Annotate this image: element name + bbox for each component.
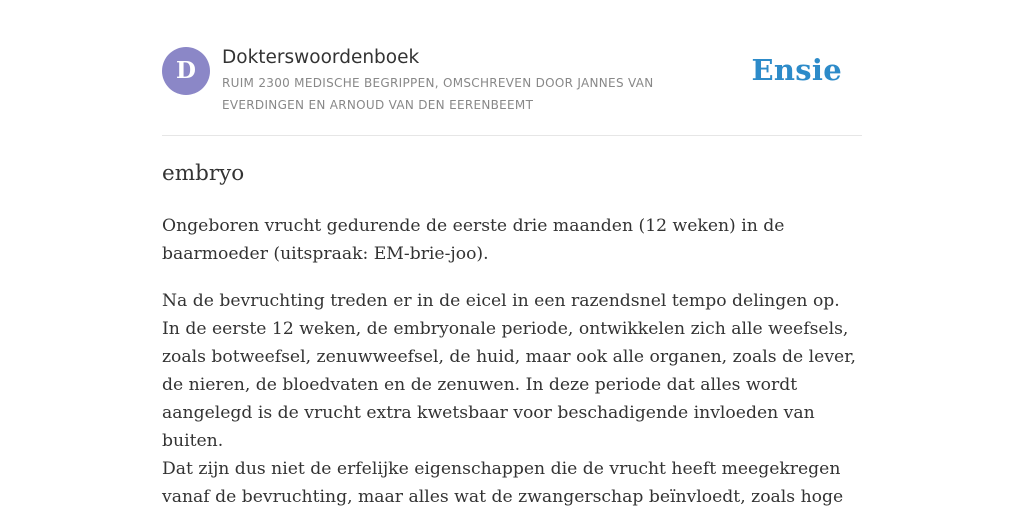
entry-paragraph: Dat zijn dus niet de erfelijke eigenschappen die de vrucht heeft meegekregen vanaf de bevruchting, maar alles wat de zwangerschap beïnvloedt, zoals hoge <box>162 459 844 507</box>
page-container <box>162 0 862 507</box>
entry-definition: Ongeboren vrucht gedurende de eerste drie maanden (12 weken) in de baarmoeder (uitspraak: EM-brie-joo). <box>162 216 785 264</box>
ensie-logo-link[interactable]: Ensie <box>751 53 842 87</box>
dictionary-avatar[interactable]: D <box>162 47 210 95</box>
dictionary-header <box>162 0 862 136</box>
dictionary-title-link[interactable]: Dokterswoordenboek <box>222 47 420 68</box>
entry-paragraph: Na de bevruchting treden er in de eicel in een razendsnel tempo delingen op. In de eerste 12 weken, de embryonale periode, ontwikkelen zich alle weefsels, zoals botweefsel, zenuwweefsel, de huid, maar ook alle organen, zoals de lever, de nieren, de bloedvaten en de zenuwen. In deze periode dat alles wordt aangelegd is de vrucht extra kwetsbaar voor beschadigende invloeden van buiten. <box>162 291 857 451</box>
entry-term-title: embryo <box>162 161 245 186</box>
dictionary-subtitle: RUIM 2300 MEDISCHE BEGRIPPEN, OMSCHREVEN DOOR JANNES VAN EVERDINGEN EN ARNOUD VAN DEN EERENBEEMT <box>222 76 654 112</box>
